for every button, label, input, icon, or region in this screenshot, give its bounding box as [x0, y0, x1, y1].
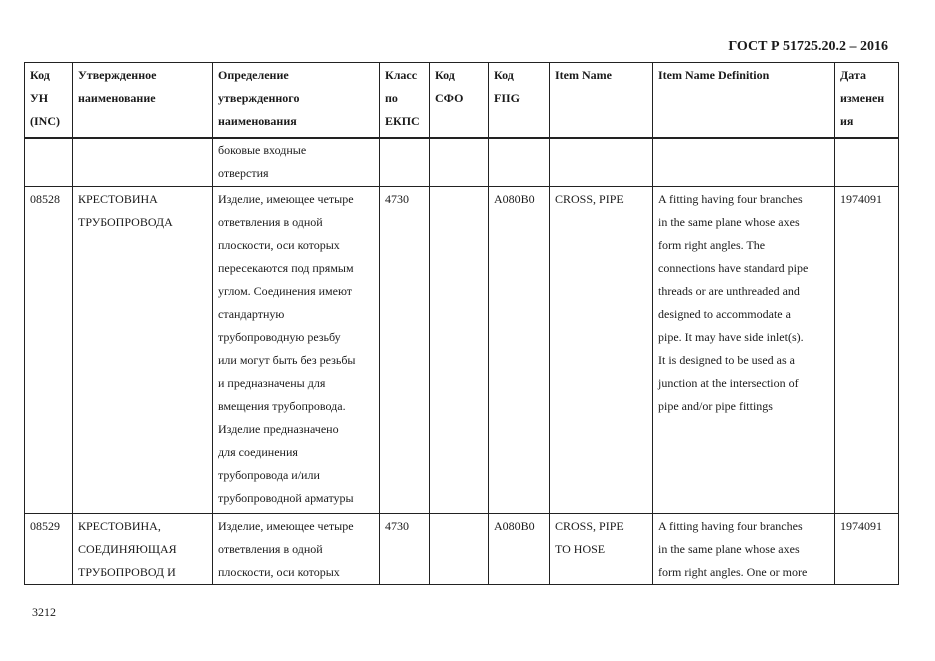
cell-approved-name: КРЕСТОВИНА, СОЕДИНЯЮЩАЯ ТРУБОПРОВОД И	[73, 514, 213, 585]
cell-item-name-definition: A fitting having four branches in the same plane whose axes form right angles. The connections have standard pipe threads or are unthreaded and designed to accommodate a pipe. It may have side inlet(s). It is designed to be used as a junction at the intersection of pipe and/or pipe fittings	[653, 187, 835, 514]
cell-fiig-code: A080B0	[489, 187, 550, 514]
cell-approved-name	[73, 138, 213, 187]
cell-item-name: CROSS, PIPE TO HOSE	[550, 514, 653, 585]
cell-approved-name: КРЕСТОВИНА ТРУБОПРОВОДА	[73, 187, 213, 514]
cell-change-date	[835, 138, 899, 187]
page-number: 3212	[32, 605, 56, 619]
classifier-table	[24, 62, 899, 585]
cell-inc	[25, 138, 73, 187]
cell-change-date: 1974091	[835, 187, 899, 514]
cell-ekps-class: 4730	[380, 514, 430, 585]
document-number: ГОСТ Р 51725.20.2 – 2016	[728, 39, 888, 54]
col-header-inc: Код УН (INC)	[25, 63, 73, 139]
table-row	[25, 187, 899, 514]
cell-item-name-definition: A fitting having four branches in the same plane whose axes form right angles. One or more	[653, 514, 835, 585]
cell-definition: Изделие, имеющее четыре ответвления в одной плоскости, оси которых пересекаются под прямым углом. Соединения имеют стандартную трубопроводную резьбу или могут быть без резьбы и предназначены для вмещения трубопровода. Изделие предназначено для соединения трубопровода и/или трубопроводной арматуры	[213, 187, 380, 514]
cell-definition: Изделие, имеющее четыре ответвления в одной плоскости, оси которых	[213, 514, 380, 585]
col-header-approved-name: Утвержденное наименование	[73, 63, 213, 139]
cell-sfo-code	[430, 138, 489, 187]
cell-inc: 08529	[25, 514, 73, 585]
table-row	[25, 514, 899, 585]
cell-fiig-code	[489, 138, 550, 187]
col-header-sfo-code: Код СФО	[430, 63, 489, 139]
col-header-item-name: Item Name	[550, 63, 653, 139]
cell-definition: боковые входные отверстия	[213, 138, 380, 187]
cell-sfo-code	[430, 187, 489, 514]
col-header-ekps-class: Класс по ЕКПС	[380, 63, 430, 139]
cell-inc: 08528	[25, 187, 73, 514]
table-row-continuation	[25, 138, 899, 187]
col-header-fiig-code: Код FIIG	[489, 63, 550, 139]
cell-fiig-code: A080B0	[489, 514, 550, 585]
cell-ekps-class	[380, 138, 430, 187]
col-header-change-date: Дата изменен ия	[835, 63, 899, 139]
cell-sfo-code	[430, 514, 489, 585]
cell-change-date: 1974091	[835, 514, 899, 585]
col-header-item-name-definition: Item Name Definition	[653, 63, 835, 139]
table-header-row	[25, 63, 899, 139]
cell-item-name	[550, 138, 653, 187]
cell-item-name-definition	[653, 138, 835, 187]
cell-ekps-class: 4730	[380, 187, 430, 514]
col-header-definition: Определение утвержденного наименования	[213, 63, 380, 139]
cell-item-name: CROSS, PIPE	[550, 187, 653, 514]
